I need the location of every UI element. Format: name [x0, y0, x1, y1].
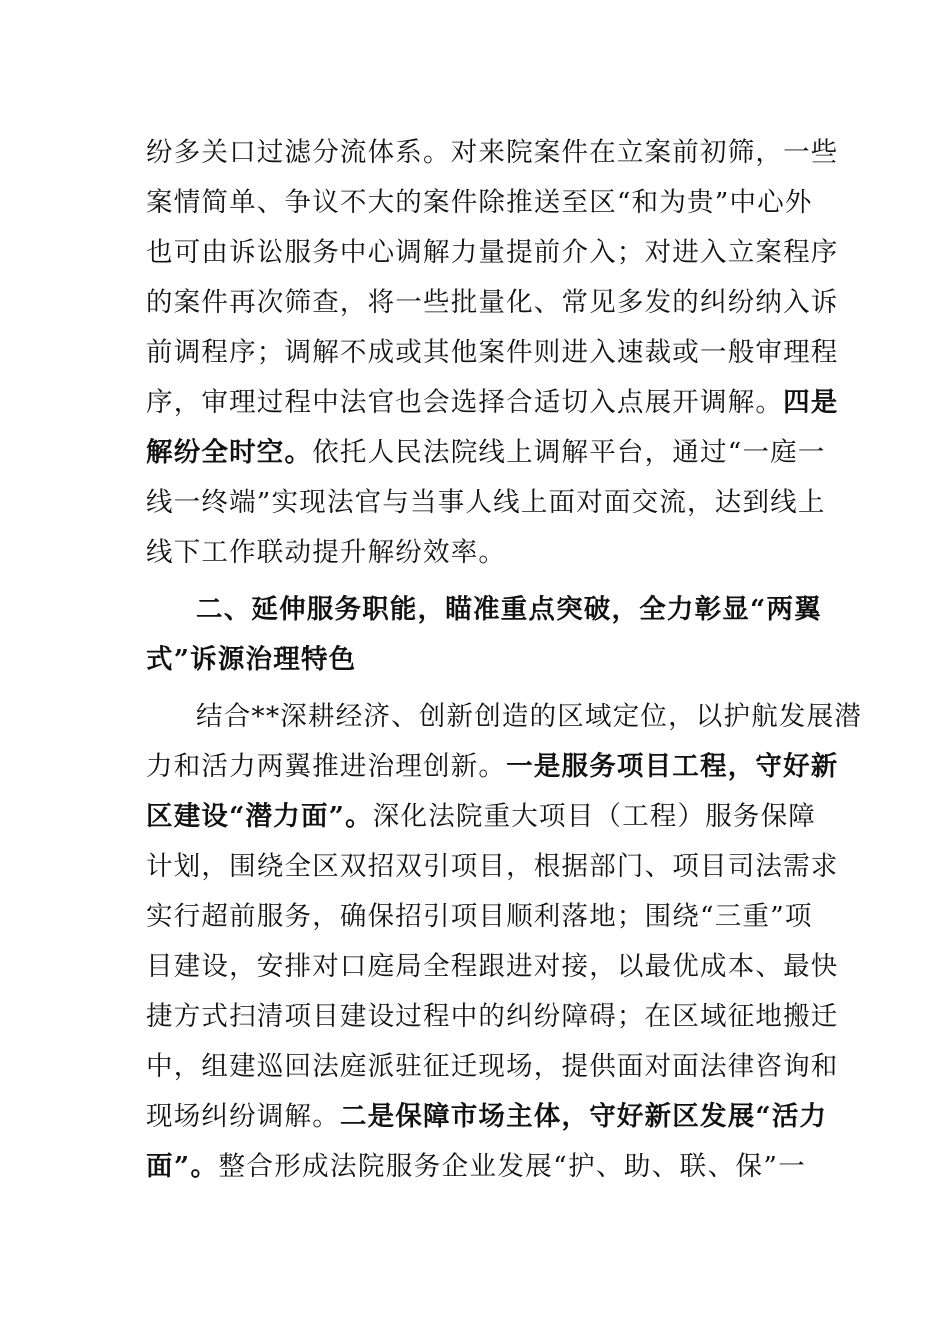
text-line: 面”。整合形成法院服务企业发展“护、助、联、保”一	[146, 1151, 807, 1182]
text-line: 线下工作联动提升解纷效率。	[146, 537, 507, 568]
text-line: 实行超前服务，确保招引项目顺利落地；围绕“三重”项	[146, 901, 813, 932]
text-line: 中，组建巡回法庭派驻征迁现场，提供面对面法律咨询和	[146, 1051, 839, 1082]
text-line: 线一终端”实现法官与当事人线上面对面交流，达到线上	[146, 487, 826, 518]
text-line: 案情简单、争议不大的案件除推送至区“和为贵”中心外	[146, 187, 813, 218]
text-line: 捷方式扫清项目建设过程中的纠纷障碍；在区域征地搬迁	[146, 1001, 839, 1032]
text-line: 的案件再次筛查，将一些批量化、常见多发的纠纷纳入诉	[146, 287, 839, 318]
section-heading: 二、延伸服务职能，瞄准重点突破，全力彰显“两翼	[196, 594, 822, 625]
text-line: 也可由诉讼服务中心调解力量提前介入；对进入立案程序	[146, 237, 839, 268]
text-line: 纷多关口过滤分流体系。对来院案件在立案前初筛，一些	[146, 137, 839, 168]
section-heading-cont: 式”诉源治理特色	[146, 644, 357, 675]
text-line: 序，审理过程中法官也会选择合适切入点展开调解。四是	[146, 387, 839, 418]
text-line: 目建设，安排对口庭局全程跟进对接，以最优成本、最快	[146, 951, 839, 982]
text-line: 解纷全时空。依托人民法院线上调解平台，通过“一庭一	[146, 437, 826, 468]
text-line: 现场纠纷调解。二是保障市场主体，守好新区发展“活力	[146, 1101, 828, 1132]
text-line: 结合**深耕经济、创新创造的区域定位，以护航发展潜	[196, 701, 862, 732]
text-line: 前调程序；调解不成或其他案件则进入速裁或一般审理程	[146, 337, 839, 368]
text-line: 力和活力两翼推进治理创新。一是服务项目工程，守好新	[146, 751, 839, 782]
text-line: 区建设“潜力面”。深化法院重大项目（工程）服务保障	[146, 801, 816, 832]
text-line: 计划，围绕全区双招双引项目，根据部门、项目司法需求	[146, 851, 839, 882]
